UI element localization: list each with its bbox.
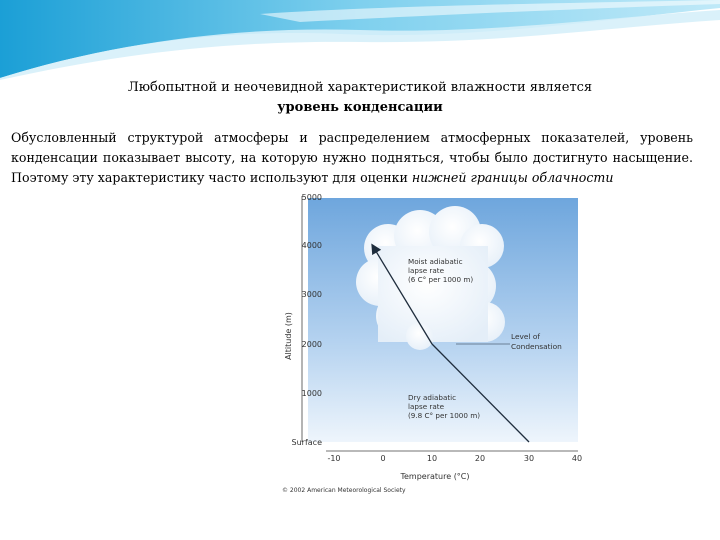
x-tick-label: -10 xyxy=(327,454,341,463)
header-wave-decoration xyxy=(0,0,720,80)
svg-text:lapse rate: lapse rate xyxy=(408,266,445,275)
svg-text:Moist adiabatic: Moist adiabatic xyxy=(408,257,463,266)
x-tick-label: 10 xyxy=(426,454,438,463)
x-axis-label: Temperature (°C) xyxy=(400,472,470,481)
copyright-note: © 2002 American Meteorological Society xyxy=(282,487,406,494)
title-line-2: уровень конденсации xyxy=(277,100,443,115)
x-tick-label: 40 xyxy=(571,454,583,463)
slide-title xyxy=(40,78,680,118)
title-line-1: Любопытной и неочевидной характеристикой влажности является xyxy=(127,80,593,95)
y-tick-label: 2000 xyxy=(301,340,322,349)
slide-body-text xyxy=(11,128,693,187)
svg-text:Condensation: Condensation xyxy=(511,342,562,351)
svg-text:(6 C° per 1000 m): (6 C° per 1000 m) xyxy=(408,275,474,284)
y-tick-label: 4000 xyxy=(301,241,322,250)
x-tick-label: 20 xyxy=(474,454,486,463)
y-tick-label: 5000 xyxy=(301,193,322,202)
y-tick-label: 3000 xyxy=(301,290,322,299)
y-tick-label: Surface xyxy=(291,438,322,447)
body-text-main: Обусловленный структурой атмосферы и распределением атмосферных показателей, уровень конденсации показывает высоту, на которую нужно подняться, чтобы было достигнуто насыщение. Поэтому эту характеристику часто используют для оценки xyxy=(11,130,693,185)
y-axis-label: Altitude (m) xyxy=(284,312,293,360)
x-tick-label: 30 xyxy=(523,454,535,463)
y-tick-label: 1000 xyxy=(301,389,322,398)
svg-text:lapse rate: lapse rate xyxy=(408,402,445,411)
condensation-level-diagram xyxy=(270,186,590,498)
svg-text:Dry adiabatic: Dry adiabatic xyxy=(408,393,457,402)
x-axis xyxy=(326,451,582,481)
body-text-italic: нижней границы облачности xyxy=(411,169,614,185)
svg-text:(9.8 C° per 1000 m): (9.8 C° per 1000 m) xyxy=(408,411,481,420)
svg-text:Level of: Level of xyxy=(511,332,540,341)
x-tick-label: 0 xyxy=(380,454,386,463)
